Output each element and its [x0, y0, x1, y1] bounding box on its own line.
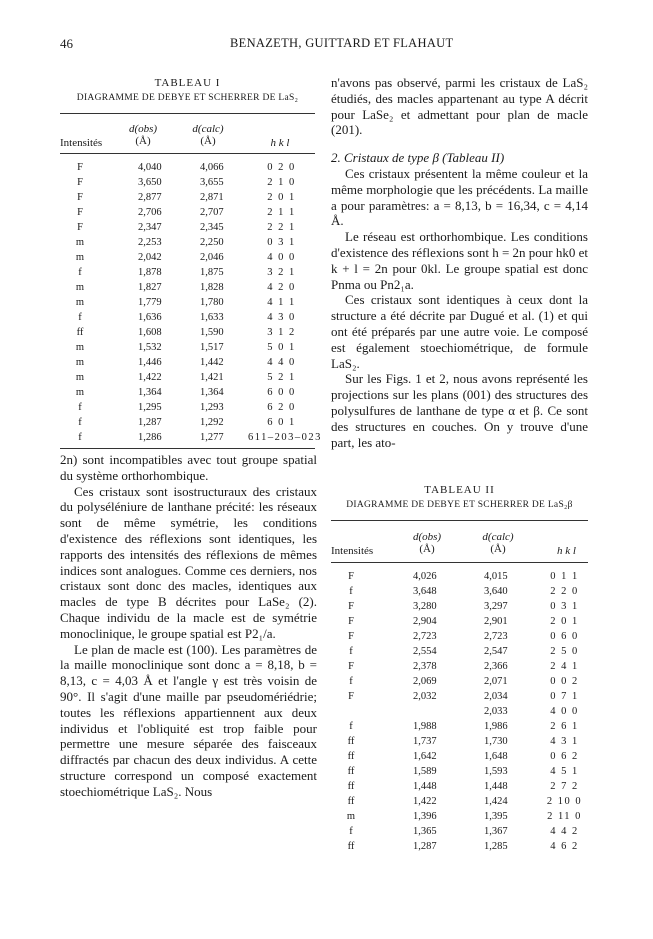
cell-dobs: 3,650	[138, 177, 162, 188]
table2-caption	[331, 484, 588, 510]
cell-dobs: 2,554	[413, 646, 437, 657]
cell-intensity: m	[75, 387, 85, 398]
left-column-text	[60, 452, 317, 800]
table-row	[60, 177, 315, 192]
cell-dcalc: 1,875	[200, 267, 224, 278]
right-paragraph-3: Le réseau est orthorhombique. Les conditions d'existence des réflexions sont h = 2n pour hk0 et k + l = 2n pour 0kl. Le groupe spatial est donc Pnma ou Pn2₁a.	[331, 229, 588, 292]
cell-dcalc: 1,730	[484, 736, 508, 747]
cell-intensity: f	[78, 432, 82, 443]
table-row	[60, 312, 315, 327]
cell-hkl: 4 3 1	[550, 736, 579, 747]
cell-dcalc: 1,292	[200, 417, 224, 428]
cell-hkl: 0 1 1	[550, 571, 579, 582]
cell-intensity: F	[77, 177, 83, 188]
table1-top-rule	[60, 113, 315, 114]
cell-dcalc: 2,723	[484, 631, 508, 642]
left-paragraph-1: 2n) sont incompatibles avec tout groupe spatial du système orthorhombique.	[60, 452, 317, 483]
cell-dobs: 1,608	[138, 327, 162, 338]
cell-dobs: 4,026	[413, 571, 437, 582]
cell-dobs: 2,253	[138, 237, 162, 248]
cell-dcalc: 1,828	[200, 282, 224, 293]
cell-dcalc: 2,034	[484, 691, 508, 702]
cell-hkl: 2 2 1	[267, 222, 296, 233]
cell-dobs: 3,648	[413, 586, 437, 597]
right-column-text	[331, 75, 588, 450]
cell-dcalc: 2,547	[484, 646, 508, 657]
table-row	[331, 661, 588, 676]
cell-dobs: 3,280	[413, 601, 437, 612]
cell-hkl: 2 0 1	[550, 616, 579, 627]
section-title: 2. Cristaux de type β (Tableau II)	[331, 150, 505, 166]
table-row	[331, 706, 588, 721]
cell-dcalc: 3,655	[200, 177, 224, 188]
table2-header-dobs	[401, 531, 453, 555]
cell-dcalc: 1,421	[200, 372, 224, 383]
cell-hkl: 0 6 2	[550, 751, 579, 762]
right-paragraph-4: Ces cristaux sont identiques à ceux dont la structure a été décrite par Dugué et al. (1) et qui ont été préparés par une autre voie. Le composé est également stoechiométrique, de formule LaS₂.	[331, 292, 588, 371]
cell-intensity: ff	[347, 841, 355, 852]
table2-header-intensity: Intensités	[331, 545, 374, 557]
cell-dcalc: 1,364	[200, 387, 224, 398]
table1-header-dcalc	[183, 123, 233, 147]
cell-dcalc: 4,015	[484, 571, 508, 582]
table1-bottom-rule	[60, 448, 315, 449]
table1-header-dobs	[118, 123, 168, 147]
cell-dcalc: 1,424	[484, 796, 508, 807]
cell-dcalc: 2,071	[484, 676, 508, 687]
cell-dobs: 2,042	[138, 252, 162, 263]
cell-intensity: F	[348, 571, 354, 582]
table1-caption	[60, 77, 315, 103]
table-row	[60, 207, 315, 222]
cell-dobs: 1,422	[138, 372, 162, 383]
cell-hkl: 4 5 1	[550, 766, 579, 777]
cell-dcalc: 1,442	[200, 357, 224, 368]
cell-dcalc: 1,633	[200, 312, 224, 323]
table-row	[60, 342, 315, 357]
cell-hkl: 3 1 2	[267, 327, 296, 338]
table-row	[331, 586, 588, 601]
cell-intensity: m	[75, 372, 85, 383]
table-row	[331, 766, 588, 781]
cell-intensity: F	[77, 162, 83, 173]
table2-body	[331, 571, 588, 856]
cell-dobs: 4,040	[138, 162, 162, 173]
cell-dobs: 1,988	[413, 721, 437, 732]
table-row	[331, 841, 588, 856]
cell-dobs: 1,737	[413, 736, 437, 747]
table-row	[331, 781, 588, 796]
table-row	[60, 222, 315, 237]
cell-dobs: 1,364	[138, 387, 162, 398]
table1-header-dobs-unit: (Å)	[135, 135, 151, 147]
cell-hkl: 2 10 0	[546, 796, 583, 807]
table-row	[60, 297, 315, 312]
table2-header-hkl: h k l	[557, 545, 576, 557]
cell-intensity: f	[78, 312, 82, 323]
cell-dcalc: 2,046	[200, 252, 224, 263]
table-row	[331, 601, 588, 616]
table-row	[60, 192, 315, 207]
cell-intensity: m	[75, 342, 85, 353]
cell-dobs: 2,378	[413, 661, 437, 672]
cell-dcalc: 2,366	[484, 661, 508, 672]
cell-hkl: 0 2 0	[267, 162, 296, 173]
cell-hkl: 6 0 0	[267, 387, 296, 398]
table2-header-dcalc-unit: (Å)	[490, 543, 506, 555]
cell-hkl: 2 5 0	[550, 646, 579, 657]
table1-body	[60, 162, 322, 447]
table-row	[60, 417, 315, 432]
cell-dobs: 1,287	[138, 417, 162, 428]
cell-dcalc: 2,033	[484, 706, 508, 717]
table1-header-dobs-label: d(obs)	[128, 123, 158, 135]
table-row	[331, 721, 588, 736]
table2-header-dcalc	[472, 531, 524, 555]
cell-dcalc: 1,367	[484, 826, 508, 837]
table-row	[60, 387, 315, 402]
cell-hkl: 2 1 1	[267, 207, 296, 218]
table-row	[60, 267, 315, 282]
cell-dcalc: 2,345	[200, 222, 224, 233]
table-row	[60, 252, 315, 267]
cell-intensity: ff	[347, 736, 355, 747]
cell-intensity: f	[349, 586, 353, 597]
cell-hkl: 0 7 1	[550, 691, 579, 702]
cell-dcalc: 1,293	[200, 402, 224, 413]
table-row	[331, 616, 588, 631]
cell-dobs: 2,904	[413, 616, 437, 627]
cell-dobs: 1,396	[413, 811, 437, 822]
cell-dobs: 1,827	[138, 282, 162, 293]
cell-intensity: F	[77, 222, 83, 233]
cell-intensity: F	[77, 207, 83, 218]
left-paragraph-3: Le plan de macle est (100). Les paramètres de la maille monoclinique sont donc a = 8,18, b = 8,13, c = 4,03 Å et l'angle γ est très voisin de 90°. Il s'agit d'une maille par pseudomériédrie; toutes les réflexions appartiennent aux deux individus et l'obliquité est trop faible pour permettre une mesure séparée des faisceaux diffractés par chacun des deux individus. A cette structure correspond un composé exactement stoechiométrique LaS₂. Nous	[60, 641, 317, 799]
cell-dobs: 1,295	[138, 402, 162, 413]
cell-hkl: 2 2 0	[550, 586, 579, 597]
cell-hkl: 2 4 1	[550, 661, 579, 672]
cell-hkl: 4 3 0	[267, 312, 296, 323]
cell-dcalc: 3,297	[484, 601, 508, 612]
cell-dcalc: 1,593	[484, 766, 508, 777]
cell-hkl: 4 6 2	[550, 841, 579, 852]
cell-intensity: m	[75, 252, 85, 263]
cell-dcalc: 1,590	[200, 327, 224, 338]
cell-intensity: ff	[76, 327, 84, 338]
table-row	[331, 691, 588, 706]
cell-dcalc: 1,648	[484, 751, 508, 762]
cell-intensity: F	[77, 192, 83, 203]
cell-dobs: 1,878	[138, 267, 162, 278]
page-number: 46	[60, 36, 73, 51]
cell-dobs: 1,532	[138, 342, 162, 353]
cell-dcalc: 2,901	[484, 616, 508, 627]
cell-dobs: 1,589	[413, 766, 437, 777]
cell-dobs: 1,636	[138, 312, 162, 323]
cell-hkl: 611–203–023	[248, 432, 322, 443]
cell-intensity: m	[75, 297, 85, 308]
cell-dcalc: 1,986	[484, 721, 508, 732]
table-row	[60, 282, 315, 297]
table-row	[331, 811, 588, 826]
cell-intensity: f	[78, 402, 82, 413]
table1-header-hkl: h k l	[270, 137, 290, 149]
cell-dcalc: 2,871	[200, 192, 224, 203]
cell-dobs: 1,448	[413, 781, 437, 792]
cell-dobs: 1,779	[138, 297, 162, 308]
cell-dcalc: 2,250	[200, 237, 224, 248]
cell-dobs: 1,365	[413, 826, 437, 837]
cell-hkl: 0 3 1	[550, 601, 579, 612]
table-row	[60, 372, 315, 387]
cell-intensity: F	[348, 631, 354, 642]
cell-intensity: f	[349, 646, 353, 657]
table-row	[331, 631, 588, 646]
cell-dobs: 1,287	[413, 841, 437, 852]
cell-hkl: 2 7 2	[550, 781, 579, 792]
cell-hkl: 2 0 1	[267, 192, 296, 203]
cell-intensity: f	[349, 826, 353, 837]
right-paragraph-1: n'avons pas observé, parmi les cristaux de LaS₂ étudiés, des macles appartenant au type A décrit pour LaSe₂ et admettant pour plan de macle (201).	[331, 75, 588, 138]
cell-intensity: f	[78, 267, 82, 278]
table1-header-dcalc-unit: (Å)	[200, 135, 216, 147]
cell-hkl: 5 2 1	[267, 372, 296, 383]
cell-intensity: f	[349, 721, 353, 732]
table-row	[331, 796, 588, 811]
cell-dobs: 2,877	[138, 192, 162, 203]
table2-title: TABLEAU II	[424, 484, 495, 496]
table1-header-rule	[60, 153, 315, 154]
cell-dcalc: 2,707	[200, 207, 224, 218]
cell-dobs: 1,446	[138, 357, 162, 368]
table-row	[60, 327, 315, 342]
cell-intensity: F	[348, 661, 354, 672]
table-row	[60, 357, 315, 372]
cell-dobs: 2,032	[413, 691, 437, 702]
cell-intensity: m	[75, 357, 85, 368]
table-row	[60, 237, 315, 252]
cell-hkl: 2 6 1	[550, 721, 579, 732]
table1-subtitle: DIAGRAMME DE DEBYE ET SCHERRER DE LaS₂	[76, 93, 299, 103]
table-row	[331, 736, 588, 751]
cell-hkl: 4 2 0	[267, 282, 296, 293]
cell-dobs: 2,723	[413, 631, 437, 642]
cell-hkl: 4 4 0	[267, 357, 296, 368]
cell-hkl: 2 1 0	[267, 177, 296, 188]
cell-dcalc: 1,780	[200, 297, 224, 308]
cell-dcalc: 3,640	[484, 586, 508, 597]
cell-intensity: m	[75, 237, 85, 248]
table-row	[331, 826, 588, 841]
table1-header-dcalc-label: d(calc)	[192, 123, 224, 135]
page-header	[0, 36, 653, 52]
table-row	[331, 646, 588, 661]
cell-dobs: 2,069	[413, 676, 437, 687]
table-row	[60, 162, 315, 177]
table2-header-rule	[331, 562, 588, 563]
running-head: BENAZETH, GUITTARD ET FLAHAUT	[230, 36, 454, 50]
cell-intensity: ff	[347, 766, 355, 777]
table2-header-dobs-unit: (Å)	[419, 543, 435, 555]
cell-hkl: 2 11 0	[547, 811, 582, 822]
cell-dcalc: 4,066	[200, 162, 224, 173]
table2-subtitle: DIAGRAMME DE DEBYE ET SCHERRER DE LaS₂β	[346, 500, 573, 510]
cell-hkl: 4 0 0	[550, 706, 579, 717]
cell-intensity: ff	[347, 781, 355, 792]
cell-hkl: 0 3 1	[267, 237, 296, 248]
cell-hkl: 4 1 1	[267, 297, 296, 308]
cell-dobs: 1,422	[413, 796, 437, 807]
table2-header-dobs-label: d(obs)	[412, 531, 442, 543]
cell-dobs: 1,286	[138, 432, 162, 443]
cell-hkl: 5 0 1	[267, 342, 296, 353]
cell-dcalc: 1,395	[484, 811, 508, 822]
cell-hkl: 4 4 2	[550, 826, 579, 837]
cell-dobs: 2,706	[138, 207, 162, 218]
cell-dcalc: 1,285	[484, 841, 508, 852]
right-paragraph-2: Ces cristaux présentent la même couleur et la même morphologie que les précédents. La maille a pour paramètres: a = 8,13, b = 16,34, c = 4,14 Å.	[331, 165, 588, 229]
cell-intensity: m	[346, 811, 356, 822]
cell-dcalc: 1,517	[200, 342, 224, 353]
cell-hkl: 0 0 2	[550, 676, 579, 687]
cell-hkl: 6 0 1	[267, 417, 296, 428]
cell-intensity: f	[78, 417, 82, 428]
cell-intensity: ff	[347, 751, 355, 762]
table-row	[60, 402, 315, 417]
table1-header-intensity: Intensités	[60, 137, 103, 149]
cell-intensity: m	[75, 282, 85, 293]
left-paragraph-2: Ces cristaux sont isostructuraux des cristaux du polyséléniure de lanthane précité: les réseaux sont de même symétrie, les conditions d'existence des réflexions sont identiques, les rapports des intensités des réflexions de mêmes indices sont analogues. Comme ces derniers, nos cristaux sont donc des macles, identiques aux macles de type B décrites pour LaSe₂ (2). Chaque individu de la macle est de symétrie monoclinique, le groupe spatial est P2₁/a.	[60, 483, 317, 641]
cell-hkl: 4 0 0	[267, 252, 296, 263]
cell-intensity: F	[348, 601, 354, 612]
cell-dcalc: 1,277	[200, 432, 224, 443]
table2-header-dcalc-label: d(calc)	[482, 531, 514, 543]
cell-dobs: 2,347	[138, 222, 162, 233]
table-row	[60, 432, 322, 447]
table-row	[331, 751, 588, 766]
cell-hkl: 0 6 0	[550, 631, 579, 642]
cell-intensity: F	[348, 691, 354, 702]
cell-hkl: 6 2 0	[267, 402, 296, 413]
cell-dcalc: 1,448	[484, 781, 508, 792]
cell-intensity: F	[348, 616, 354, 627]
cell-intensity: ff	[347, 796, 355, 807]
table-row	[331, 571, 588, 586]
table2-top-rule	[331, 520, 588, 521]
table1-title: TABLEAU I	[154, 77, 221, 89]
right-paragraph-5: Sur les Figs. 1 et 2, nous avons représenté les projections sur les plans (001) des structures des polysulfures de lanthane de type α et β. Ce sont des structures en couches. On y trouve d'une part, les ato-	[331, 371, 588, 450]
table-row	[331, 676, 588, 691]
cell-hkl: 3 2 1	[267, 267, 296, 278]
cell-intensity: f	[349, 676, 353, 687]
cell-dobs: 1,642	[413, 751, 437, 762]
